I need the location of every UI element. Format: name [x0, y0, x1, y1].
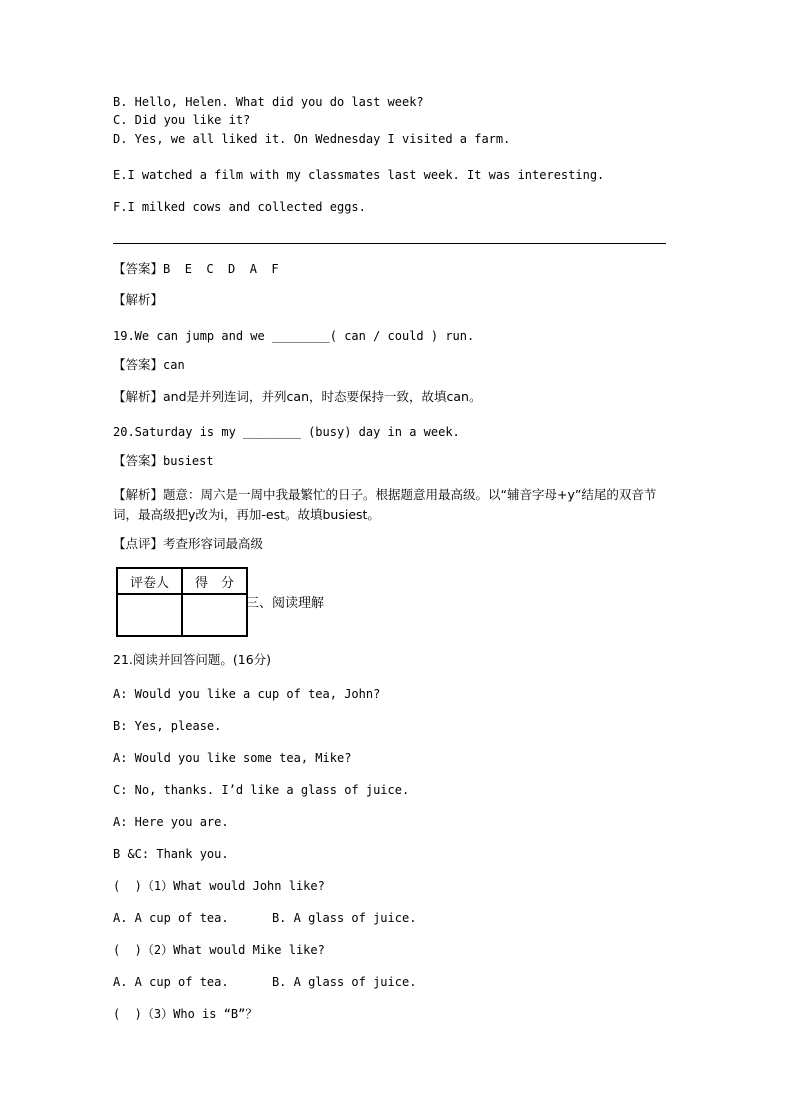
- analysis-tag: 【解析】: [113, 487, 164, 502]
- option-c: C. Did you like it?: [113, 113, 251, 127]
- q21-sub2-options: A. A cup of tea. B. A glass of juice.: [113, 975, 417, 989]
- q18-answer: [113, 261, 279, 277]
- section-title: 三、阅读理解: [246, 596, 325, 611]
- q20-answer: [113, 453, 214, 469]
- q19-answer: [113, 357, 185, 373]
- answer-text: B E C D A F: [163, 262, 279, 276]
- score-table-cell-grader: [117, 594, 182, 636]
- score-table-cell-score: [182, 594, 247, 636]
- q20-analysis: [113, 485, 678, 525]
- q21-sub1: ( )（1）What would John like?: [113, 879, 325, 893]
- q18-analysis-tag: 【解析】: [113, 292, 164, 307]
- comment-tag: 【点评】: [113, 536, 164, 551]
- q19-question: 19.We can jump and we ________( can / could ) run.: [113, 329, 475, 343]
- analysis-text: and是并列连词，并列can，时态要保持一致，故填can。: [163, 389, 482, 404]
- answer-tag: 【答案】: [113, 357, 164, 372]
- dialogue-line: C: No, thanks. I’d like a glass of juice.: [113, 783, 410, 797]
- option-e: E.I watched a film with my classmates last week. It was interesting.: [113, 168, 605, 182]
- q20-comment: [113, 536, 263, 552]
- q21-question: 21.阅读并回答问题。(16分): [113, 652, 272, 667]
- dialogue-line: B &C: Thank you.: [113, 847, 229, 861]
- option-f: F.I milked cows and collected eggs.: [113, 200, 366, 214]
- dialogue-line: A: Would you like some tea, Mike?: [113, 751, 352, 765]
- comment-text: 考查形容词最高级: [163, 536, 264, 551]
- answer-tag: 【答案】: [113, 453, 164, 468]
- dialogue-line: A: Here you are.: [113, 815, 229, 829]
- dialogue-line: A: Would you like a cup of tea, John?: [113, 687, 381, 701]
- q19-analysis: [113, 389, 481, 405]
- q20-question: 20.Saturday is my ________ (busy) day in a week.: [113, 425, 460, 439]
- q21-sub3: ( )（3）Who is “B”？: [113, 1007, 258, 1021]
- score-table-header-grader: 评卷人: [117, 568, 182, 594]
- analysis-tag: 【解析】: [113, 389, 164, 404]
- score-table-header-score: 得 分: [182, 568, 247, 594]
- score-table: [116, 567, 248, 637]
- q21-sub1-options: A. A cup of tea. B. A glass of juice.: [113, 911, 417, 925]
- answer-line: [113, 243, 666, 244]
- dialogue-line: B: Yes, please.: [113, 719, 222, 733]
- answer-tag: 【答案】: [113, 261, 164, 276]
- answer-text: busiest: [163, 454, 214, 468]
- option-d: D. Yes, we all liked it. On Wednesday I visited a farm.: [113, 132, 511, 146]
- q21-sub2: ( )（2）What would Mike like?: [113, 943, 325, 957]
- analysis-text: 题意：周六是一周中我最繁忙的日子。根据题意用最高级。以“辅音字母+y”结尾的双音节词，最高级把y改为i，再加-est。故填busiest。: [113, 487, 657, 522]
- option-b: B. Hello, Helen. What did you do last week?: [113, 95, 424, 109]
- answer-text: can: [163, 358, 185, 372]
